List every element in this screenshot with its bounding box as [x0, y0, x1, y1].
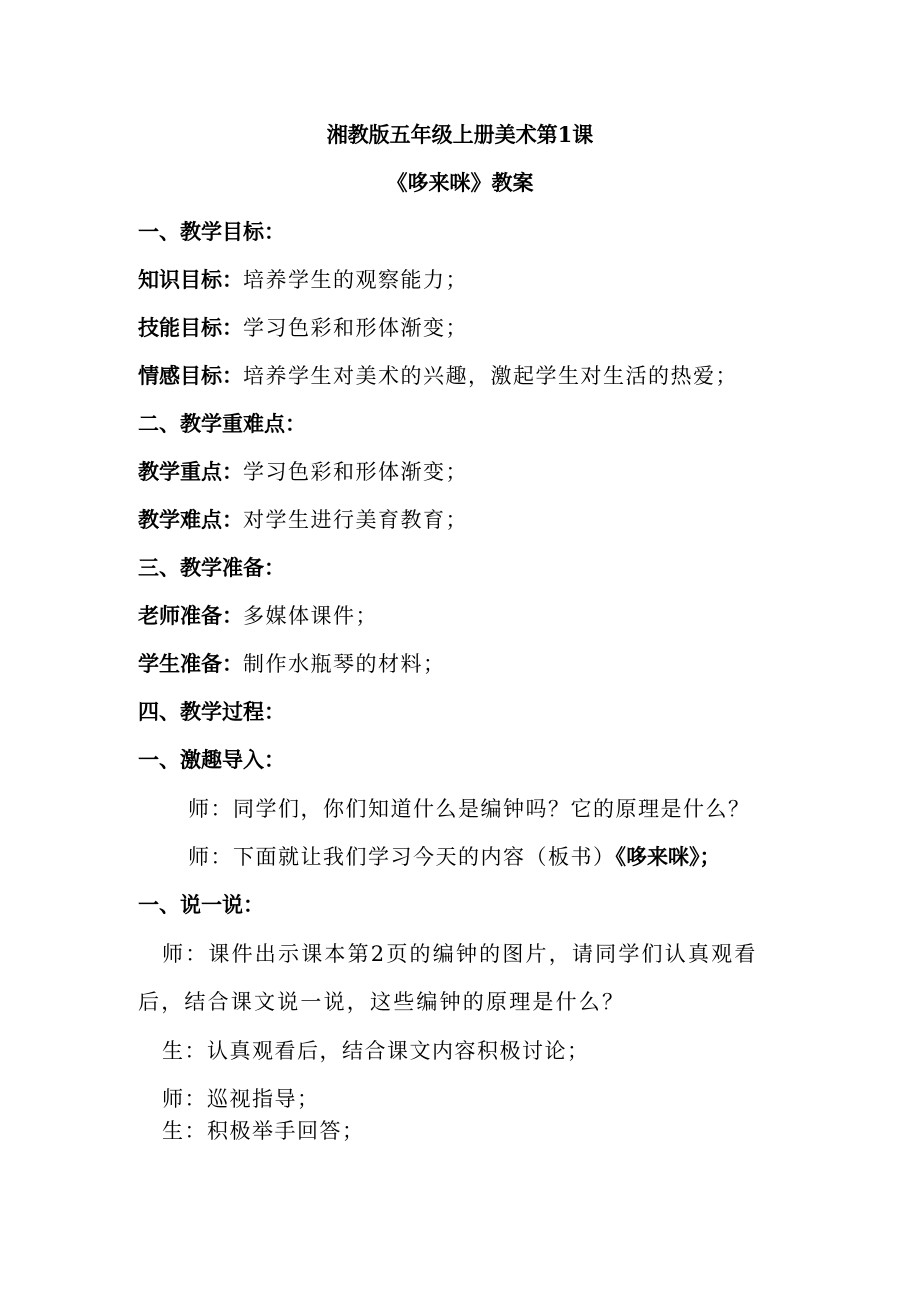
paragraph-teacher-patrol: 师：巡视指导； [162, 1087, 320, 1111]
lesson-title-bold: 《哆来咪》； [615, 845, 721, 869]
doc-title-line2: 《哆来咪》教案 [386, 170, 534, 195]
paragraph-teacher-topic [188, 843, 721, 871]
section-heading-objectives: 一、教学目标： [138, 220, 285, 244]
paragraph-teacher-question: 师：同学们，你们知道什么是编钟吗？它的原理是什么？ [188, 797, 751, 821]
knowledge-text: 培养学生的观察能力； [243, 268, 468, 292]
section-heading-discuss: 一、说一说： [138, 893, 264, 917]
knowledge-objective [138, 266, 468, 294]
keypoint-label: 教学重点： [138, 460, 243, 484]
skill-label: 技能目标： [138, 316, 243, 340]
emotion-text: 培养学生对美术的兴趣，激起学生对生活的热爱； [243, 364, 738, 388]
teacher-prep-text: 多媒体课件； [243, 604, 378, 628]
student-prep-label: 学生准备： [138, 652, 243, 676]
teaching-difficulty [138, 506, 468, 534]
teacher-topic-text: 师：下面就让我们学习今天的内容（板书） [188, 845, 616, 869]
section-heading-keypoints: 二、教学重难点： [138, 412, 306, 436]
paragraph-student-discuss: 生：认真观看后，结合课文内容积极讨论； [162, 1039, 590, 1063]
emotion-objective [138, 362, 738, 390]
keypoint-text: 学习色彩和形体渐变； [243, 460, 468, 484]
student-prep-text: 制作水瓶琴的材料； [243, 652, 446, 676]
paragraph-courseware-line1: 师：课件出示课本第2页的编钟的图片，请同学们认真观看 [162, 942, 758, 966]
doc-title-line1: 湘教版五年级上册美术第1课 [326, 122, 594, 147]
skill-text: 学习色彩和形体渐变； [243, 316, 468, 340]
skill-objective [138, 314, 468, 342]
teacher-prep-label: 老师准备： [138, 604, 243, 628]
teaching-keypoint [138, 458, 468, 486]
section-heading-preparation: 三、教学准备： [138, 556, 285, 580]
teacher-preparation [138, 602, 378, 630]
difficulty-label: 教学难点： [138, 508, 243, 532]
section-heading-intro: 一、激趣导入： [138, 748, 285, 772]
difficulty-text: 对学生进行美育教育； [243, 508, 468, 532]
student-preparation [138, 650, 446, 678]
knowledge-label: 知识目标： [138, 268, 243, 292]
paragraph-student-answer: 生：积极举手回答； [162, 1119, 365, 1143]
paragraph-courseware-line2: 后，结合课文说一说，这些编钟的原理是什么？ [138, 990, 626, 1014]
section-heading-process: 四、教学过程： [138, 700, 285, 724]
emotion-label: 情感目标： [138, 364, 243, 388]
